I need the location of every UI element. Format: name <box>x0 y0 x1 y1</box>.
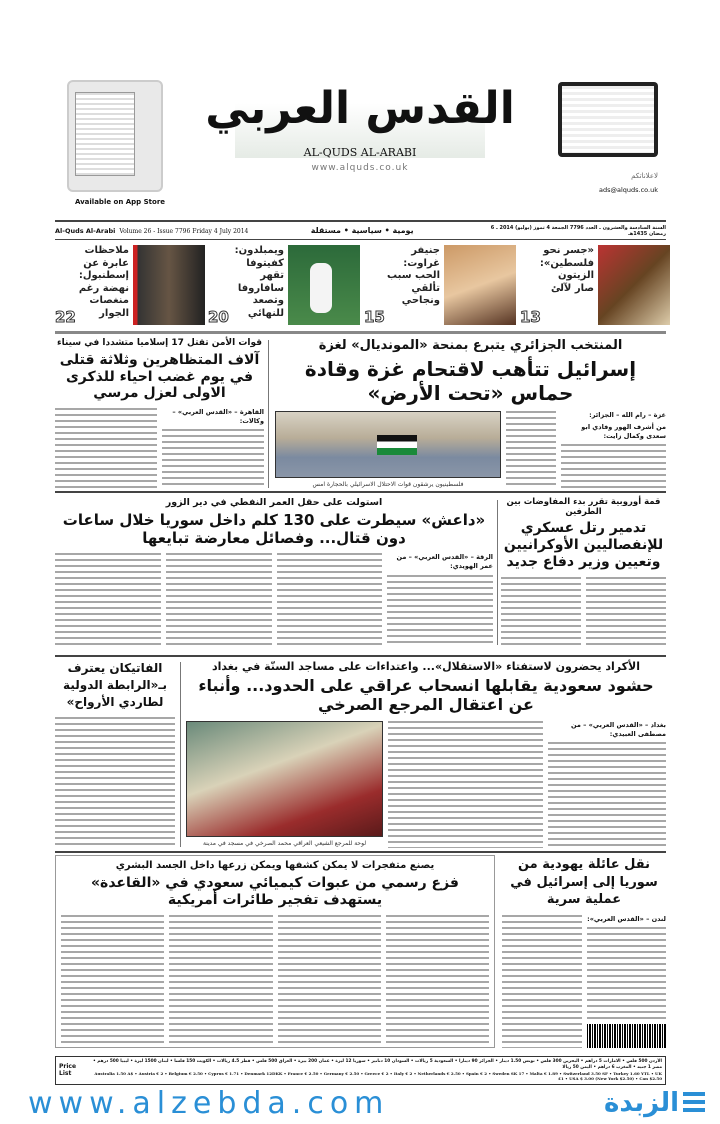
story-syria-jews[interactable]: نقل عائلة يهودية من سوريا إلى إسرائيل في عملية سرية لندن – «القدس العربي»: <box>502 856 666 1048</box>
ads-promo[interactable]: لاعلاناتكم ads@alquds.co.uk <box>550 80 666 210</box>
monitor-image <box>558 82 658 157</box>
gaza-photo <box>275 411 501 479</box>
teaser-image <box>288 245 360 325</box>
barcode <box>587 1024 667 1048</box>
story-isis[interactable]: استولت على حقل العمر النفطي في دير الزور «داعش» سيطرت على 130 كلم داخل سوريا خلال ساعات دون قتال... وفصائل معارضة تبايعها الرقة – «القدس العربي» – من عمر الهويدي: <box>55 497 493 647</box>
iraq-photo <box>186 721 383 838</box>
dateline-issue: Volume 26 - Issue 7796 Friday 4 July 2014 <box>119 227 249 235</box>
watermark-logo: الزبدة <box>580 1084 705 1122</box>
price-list: Price List الأردن 500 فلس • الامارات 5 دراهم • البحرين 300 فلس • تونس 1.50 دينار • الجزائر 90 دينارا • السعودية 5 ريالات • السودان 10 دنانير • سوريا 12 ليرة • عمان 200 بيزة • العراق 500 فلس • قطر 4.5 ريالات • الكويت 150 فلسا • لبنان 1500 ليرة • ليبيا 500 درهم • مصر 1 جنيه • المغرب 6 دراهم • اليمن 50 ريالا Australia 1.50 A$ • Austria € 2 • Belgium € 2.50 • Cyprus € 1.71 • Denmark 12DKK • France € 2.50 • Germany € 2.50 • Greece € 2 • Italy € 2 • Netherlands € 2.50 • Spain € 2 • Sweden SK 17 • Malta € 1.89 • Switzerland 3.50 SF • Turkey 1.60 YTL • UK £1 • USA $ 3.00 (New York $2.50) • Can $2.50 <box>55 1056 666 1085</box>
story-iraq[interactable]: الأكراد يحضرون لاستفتاء «الاستقلال»... واعتداءات على مساجد السنّة في بغداد حشود سعودية يقابلها انسحاب عراقي على الحدود... وأنباء عن اعتقال المرجع الصرخي بغداد – «القدس العربي» – من مصطفى العبيدي: لوحة للمرجع الشيعي العراقي محمد الصرخي في مسجد في مدينة <box>186 660 666 848</box>
app-store-label: Available on App Store <box>74 198 166 206</box>
story-vatican[interactable]: الفاتيكان يعترف بـ«الرابطة الدولية لطاردي الأرواح» <box>55 660 175 848</box>
story-egypt[interactable]: قوات الأمن تقتل 17 إسلاميا متشددا في سيناء آلاف المتظاهرين وثلاثة قتلى في يوم غضب احياء للذكرى الاولى لعزل مرسي القاهرة – «القدس العربي» – وكالات: <box>55 338 264 489</box>
ipad-ad[interactable] <box>55 80 195 215</box>
teaser-3[interactable]: ويمبلدون: كفيتوفا تقهر سافاروفا وتصعد للنهائي 20 <box>208 245 360 325</box>
dateline-ar: السنة السادسة والعشرون ـ العدد 7796 الجمعة 4 تموز (يوليو) 2014 ـ 6 رمضان 1435هـ <box>490 224 666 237</box>
story-saudi[interactable]: يصنع متفجرات لا يمكن كشفها ويمكن زرعها داخل الجسد البشري فزع رسمي من عبوات كيميائي سعودي في «القاعدة» يستهدف تفجير طائرات أمريكية <box>55 855 495 1048</box>
masthead-logo: القدس العربي AL-QUDS AL-ARABI www.alquds.co.uk <box>205 83 515 173</box>
website-link[interactable]: www.alquds.co.uk <box>311 162 409 173</box>
teaser-1[interactable]: «جسر نحو فلسطين»: الزيتون صار لآلئ 13 <box>520 245 670 325</box>
teaser-2[interactable]: جنيفر غراوت: الحب سبب تألقي ونجاحي 15 <box>364 245 516 325</box>
dateline-en: Al-Quds Al-Arabi <box>55 226 116 235</box>
teaser-image <box>598 245 670 325</box>
menu-lines-icon <box>683 1092 705 1114</box>
teaser-4[interactable]: ملاحظات عابرة عن إسطنبول: نهضة رغم منغصات الجوار 22 <box>55 245 205 325</box>
watermark-url: www.alzebda.com <box>28 1086 390 1121</box>
teaser-image <box>133 245 205 325</box>
dateline <box>55 223 666 238</box>
tagline: يومية • سياسية • مستقلة <box>310 226 414 235</box>
ipad-image <box>67 80 163 192</box>
story-ukraine[interactable]: قمة أوروبية تقرر بدء المفاوضات بين الطرفين تدمير رتل عسكري للإنفصاليين الأوكرانيين وتعيين وزير دفاع جديد <box>501 497 666 647</box>
story-gaza[interactable]: المنتخب الجزائري يتبرع بمنحة «المونديال» لغزة إسرائيل تتأهب لاقتحام غزة وقادة حماس «تحت الأرض» غزة – رام الله – الجزائر: من أشرف الهور وفادي ابو سعدى وكمال زايت: فلسطينيون يرشقون قوات الاحتلال الاسرائيلي بالحجارة امس <box>275 338 666 489</box>
teaser-image <box>444 245 516 325</box>
